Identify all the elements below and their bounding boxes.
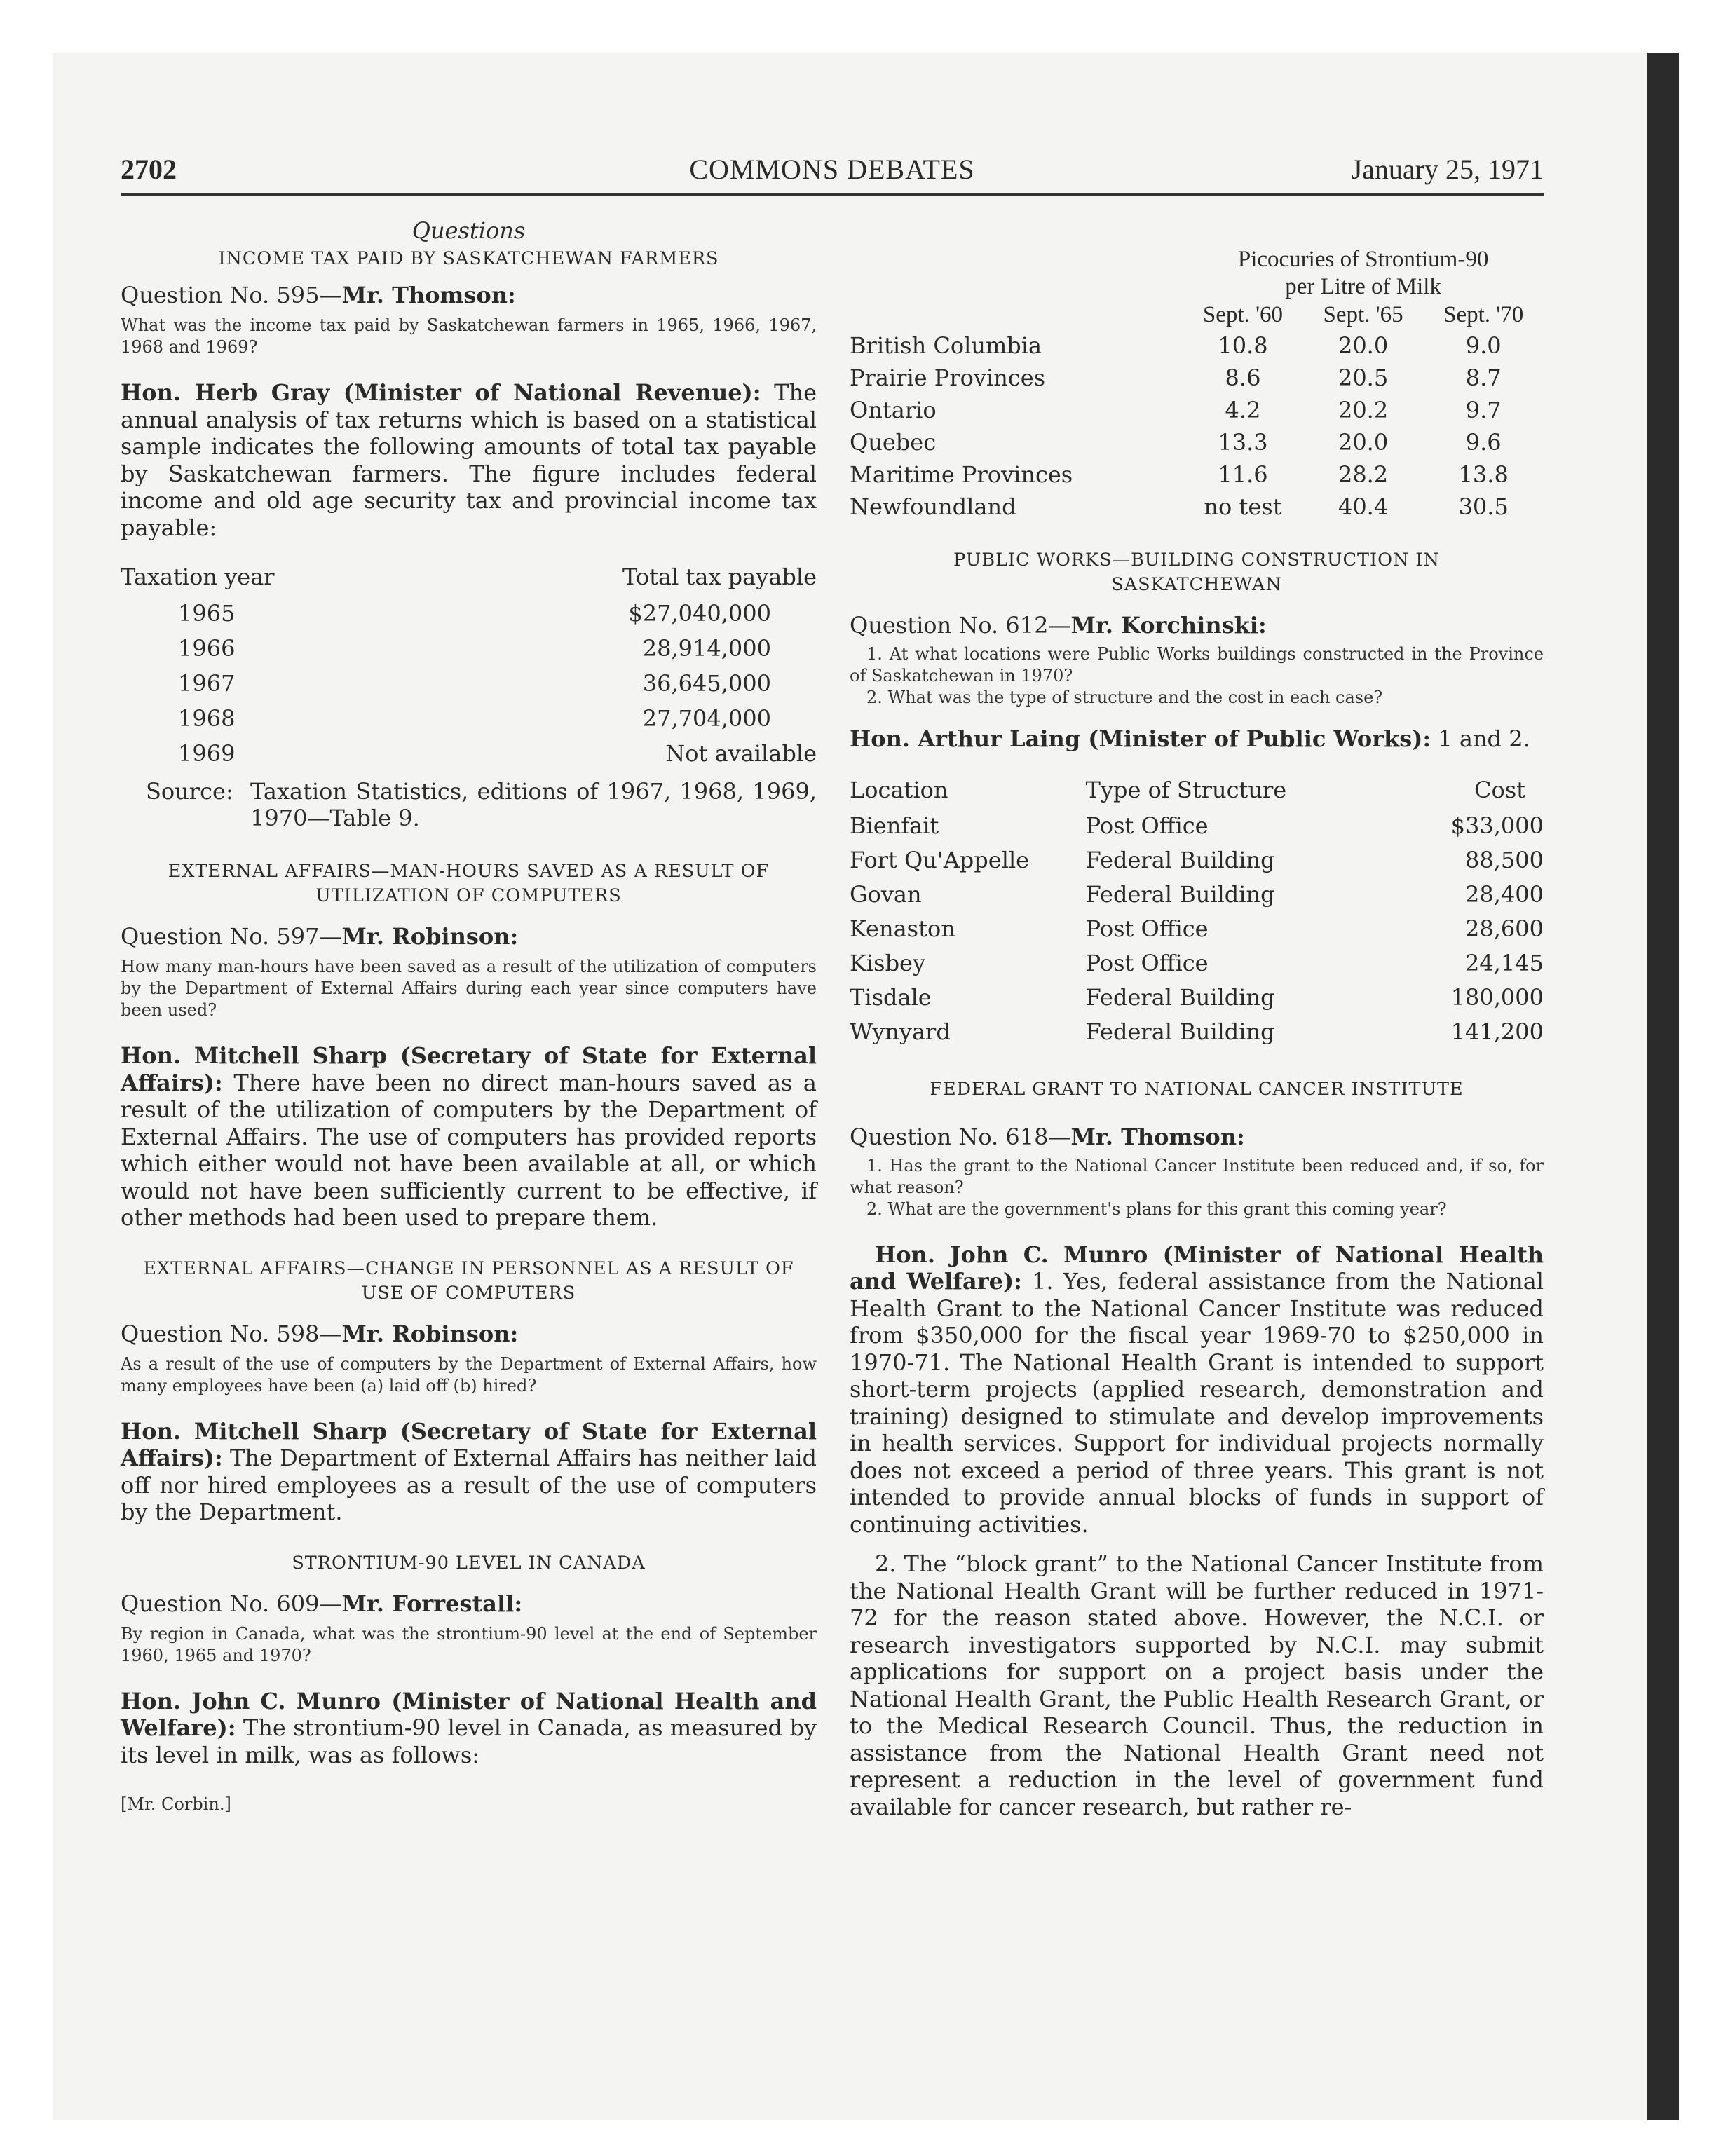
question-text-598: As a result of the use of computers by the Department of External Affairs, how many employees have been (a) laid off (b) hired? [121, 1353, 817, 1396]
section-heading-man-hours: EXTERNAL AFFAIRS—MAN-HOURS SAVED AS A RESULT OF UTILIZATION OF COMPUTERS [168, 861, 770, 906]
section-heading-cancer-grant: FEDERAL GRANT TO NATIONAL CANCER INSTITUTE [930, 1078, 1464, 1100]
tax-row: 1967 36,645,000 [178, 670, 771, 697]
question-number-609: Question No. 609—Mr. Forrestall: [121, 1590, 523, 1617]
strontium-row: Ontario 4.2 20.2 9.7 [850, 397, 1502, 423]
question-text-609: By region in Canada, what was the strontium-90 level at the end of September 1960, 1965 and 1970? [121, 1623, 817, 1665]
scan-edge [1647, 53, 1679, 2120]
question-text-612-1: 1. At what locations were Public Works buildings constructed in the Province of Saskatchewan in 1970? [850, 644, 1544, 685]
tax-col-year-header: Taxation year [121, 564, 275, 590]
tax-row: 1969 Not available [178, 740, 817, 767]
tax-table [121, 558, 817, 771]
left-column [121, 210, 817, 1815]
question-number-618: Question No. 618—Mr. Thomson: [850, 1123, 1245, 1150]
question-text-618-2: 2. What are the government's plans for this grant this coming year? [866, 1199, 1447, 1219]
strontium-row: Quebec 13.3 20.0 9.6 [850, 429, 1502, 456]
strontium-title-2: per Litre of Milk [1285, 273, 1441, 299]
pw-col-location-header: Location [850, 776, 948, 803]
answer-609: Hon. John C. Munro (Minister of National Health and Welfare): The strontium-90 level in Canada, as measured by its level in milk, was as follows: [121, 1687, 817, 1768]
question-number-612: Question No. 612—Mr. Korchinski: [850, 612, 1267, 639]
publication-title: COMMONS DEBATES [689, 153, 975, 185]
section-heading-personnel: EXTERNAL AFFAIRS—CHANGE IN PERSONNEL AS A RESULT OF USE OF COMPUTERS [143, 1257, 794, 1304]
page-header [121, 153, 1544, 196]
tax-row: 1965 $27,040,000 [178, 600, 771, 627]
section-heading-public-works: PUBLIC WORKS—BUILDING CONSTRUCTION IN SASKATCHEWAN [953, 550, 1440, 595]
answer-597: Hon. Mitchell Sharp (Secretary of State for External Affairs): There have been no direct man-hours saved as a result of the utilization of computers by the Department of External Affairs. The use of computers has provided reports which either would not have been available at all, or which would not have been sufficiently current to be effective, if other methods had been used to prepare them. [121, 1042, 817, 1231]
tax-col-total-header: Total tax payable [622, 564, 817, 590]
pw-row: Bienfait Post Office $33,000 [850, 812, 1544, 839]
answer-618-part-2: 2. The “block grant” to the National Cancer Institute from the National Health Grant will be further reduced in 1971-72 for the reason stated above. However, the N.C.I. or research investigators supported by N.C.I. may submit applications for support on a project basis under the National Health Grant, the Public Health Research Grant, or to the Medical Research Council. Thus, the reduction in assistance from the National Health Grant need not represent a reduction in the level of government fund available for cancer research, but rather re- [850, 1550, 1544, 1820]
question-number-595: Question No. 595—Mr. Thomson: [121, 282, 516, 308]
strontium-col-1960: Sept. '60 [1202, 301, 1284, 327]
strontium-row: Newfoundland no test 40.4 30.5 [850, 493, 1509, 520]
answer-595: Hon. Herb Gray (Minister of National Revenue): The annual analysis of tax returns which is based on a statistical sample indicates the following amounts of total tax payable by Saskatchewan farmers. The figure includes federal income and old age security tax and provincial income tax payable: [121, 379, 817, 541]
question-text-597: How many man-hours have been saved as a result of the utilization of computers by the Department of External Affairs during each year since computers have been used? [121, 957, 817, 1020]
question-text-612-2: 2. What was the type of structure and the cost in each case? [866, 688, 1383, 707]
question-text-618-1: 1. Has the grant to the National Cancer Institute been reduced and, if so, for what reason? [850, 1155, 1544, 1197]
pw-row: Kisbey Post Office 24,145 [850, 950, 1544, 976]
speaker-footer: [Mr. Corbin.] [121, 1794, 231, 1814]
strontium-table [850, 245, 1544, 523]
pw-row: Wynyard Federal Building 141,200 [850, 1018, 1544, 1045]
question-number-598: Question No. 598—Mr. Robinson: [121, 1320, 519, 1347]
pw-row: Govan Federal Building 28,400 [850, 881, 1544, 908]
strontium-title-1: Picocuries of Strontium-90 [1237, 246, 1489, 272]
answer-612: Hon. Arthur Laing (Minister of Public Works): 1 and 2. [850, 725, 1530, 752]
questions-label: Questions [411, 217, 526, 244]
pw-row: Fort Qu'Appelle Federal Building 88,500 [850, 847, 1544, 873]
answer-618-part-1: Hon. John C. Munro (Minister of National Health and Welfare): 1. Yes, federal assistance from the National Health Grant to the National Cancer Institute was reduced from $350,000 for the fiscal year 1969-70 to $250,000 in 1970-71. The National Health Grant is intended to support short-term projects (applied research, demonstration and training) designed to stimulate and develop improvements in health services. Support for individual projects normally does not exceed a period of three years. This grant is not intended to provide annual blocks of funds in support of continuing activities. [850, 1241, 1544, 1538]
right-column [850, 210, 1544, 1820]
tax-row: 1966 28,914,000 [178, 635, 771, 662]
answer-598: Hon. Mitchell Sharp (Secretary of State for External Affairs): The Department of External Affairs has neither laid off nor hired employees as a result of the use of computers by the Department. [121, 1417, 817, 1525]
pw-col-cost-header: Cost [1474, 776, 1525, 803]
pw-col-type-header: Type of Structure [1085, 776, 1287, 803]
strontium-row: British Columbia 10.8 20.0 9.0 [850, 332, 1502, 359]
strontium-row: Prairie Provinces 8.6 20.5 8.7 [850, 364, 1502, 391]
strontium-col-1965: Sept. '65 [1323, 301, 1403, 327]
strontium-col-1970: Sept. '70 [1443, 301, 1524, 327]
question-text-595: What was the income tax paid by Saskatchewan farmers in 1965, 1966, 1967, 1968 and 1969? [121, 315, 817, 357]
section-heading-income-tax: INCOME TAX PAID BY SASKATCHEWAN FARMERS [218, 248, 719, 269]
public-works-table [850, 771, 1544, 1049]
section-heading-strontium: STRONTIUM-90 LEVEL IN CANADA [292, 1552, 646, 1574]
pw-row: Tisdale Federal Building 180,000 [850, 984, 1544, 1011]
tax-source-note: Source: Taxation Statistics, editions of 1967, 1968, 1969, 1970—Table 9. [146, 778, 817, 831]
strontium-row: Maritime Provinces 11.6 28.2 13.8 [850, 461, 1509, 488]
question-number-597: Question No. 597—Mr. Robinson: [121, 923, 519, 950]
page-date: January 25, 1971 [1351, 153, 1544, 185]
pw-row: Kenaston Post Office 28,600 [850, 915, 1544, 942]
page-number: 2702 [121, 153, 177, 185]
tax-row: 1968 27,704,000 [178, 705, 771, 732]
